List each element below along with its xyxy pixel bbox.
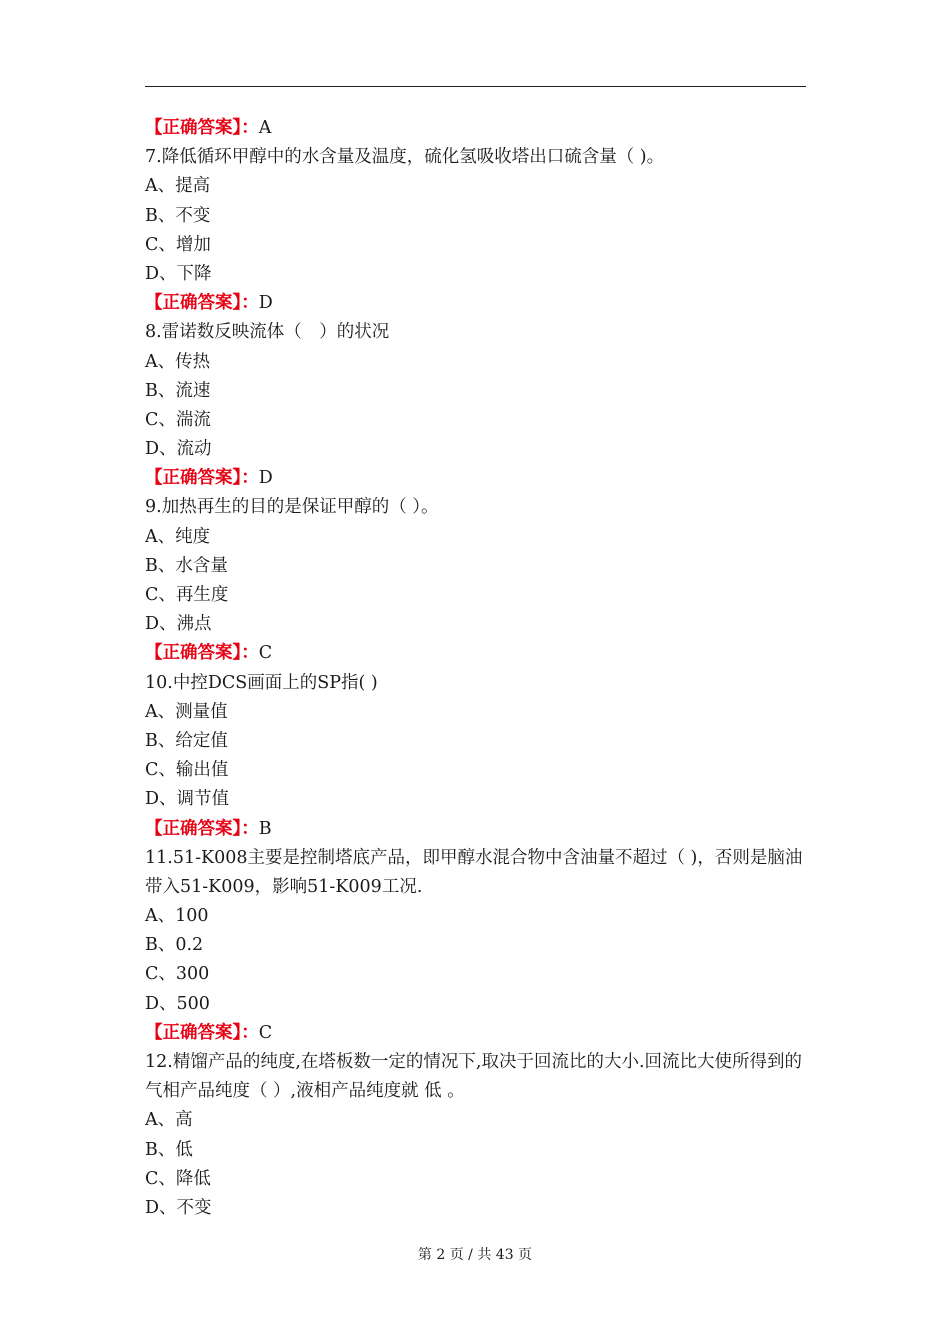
- question-text: 10.中控DCS画面上的SP指( ): [145, 672, 378, 693]
- answer-option: C、降低: [145, 1168, 211, 1189]
- answer-label: 【正确答案】：: [145, 1022, 259, 1043]
- answer-option: C、输出值: [145, 760, 229, 781]
- correct-answer: [145, 639, 806, 668]
- answer-value: C: [258, 1022, 273, 1043]
- answer-option: A、提高: [145, 176, 211, 197]
- answer-option: A、纯度: [145, 526, 211, 547]
- answer-option: A、100: [145, 906, 209, 927]
- answer-label: 【正确答案】：: [145, 293, 259, 314]
- answer-label: 【正确答案】：: [145, 118, 259, 138]
- answer-option: A、传热: [145, 351, 211, 372]
- question-text: 8.雷诺数反映流体（ ）的状况: [145, 322, 390, 343]
- answer-option: C、湍流: [145, 409, 211, 430]
- answer-option: D、调节值: [145, 789, 230, 810]
- answer-value: B: [258, 818, 272, 839]
- answer-option: C、增加: [145, 234, 211, 255]
- answer-value: A: [258, 118, 272, 138]
- answer-value: C: [258, 643, 273, 664]
- correct-answer: [145, 114, 806, 143]
- answer-option: B、不变: [145, 205, 211, 226]
- answer-option: B、低: [145, 1139, 193, 1160]
- answer-option: A、高: [145, 1110, 193, 1131]
- answer-option: C、300: [145, 964, 210, 985]
- question-text: 9.加热再生的目的是保证甲醇的（ ）。: [145, 497, 439, 518]
- answer-option: A、测量值: [145, 701, 228, 722]
- correct-answer: [145, 815, 806, 844]
- correct-answer: [145, 1019, 806, 1048]
- answer-option: D、500: [145, 993, 210, 1014]
- answer-value: D: [258, 468, 273, 489]
- correct-answer: [145, 464, 806, 493]
- answer-option: C、再生度: [145, 585, 229, 605]
- answer-label: 【正确答案】：: [145, 643, 259, 664]
- answer-option: B、给定值: [145, 730, 228, 751]
- answer-option: B、流速: [145, 380, 211, 401]
- answer-option: D、不变: [145, 1198, 212, 1218]
- answer-option: B、0.2: [145, 935, 204, 956]
- answer-label: 【正确答案】：: [145, 468, 259, 489]
- answer-option: D、沸点: [145, 614, 212, 635]
- question-list: [145, 114, 806, 1223]
- answer-option: D、下降: [145, 263, 212, 284]
- correct-answer: [145, 289, 806, 318]
- answer-option: B、水含量: [145, 555, 228, 576]
- answer-option: D、流动: [145, 439, 212, 460]
- question-text: 7.降低循环甲醇中的水含量及温度，硫化氢吸收塔出口硫含量（ )。: [145, 147, 665, 168]
- question-text: 11.51-K008主要是控制塔底产品，即甲醇水混合物中含油量不超过（ )，否则是脑油带入51-K009，影响51-K009工况.: [145, 847, 803, 897]
- header-rule: [145, 86, 806, 87]
- answer-label: 【正确答案】：: [145, 818, 259, 839]
- question-text: 12.精馏产品的纯度,在塔板数一定的情况下,取决于回流比的大小.回流比大使所得到的气相产品纯度（ ）,液相产品纯度就 低 。: [145, 1052, 803, 1102]
- answer-value: D: [258, 293, 273, 314]
- page-footer: 第 2 页 / 共 43 页: [417, 1247, 533, 1263]
